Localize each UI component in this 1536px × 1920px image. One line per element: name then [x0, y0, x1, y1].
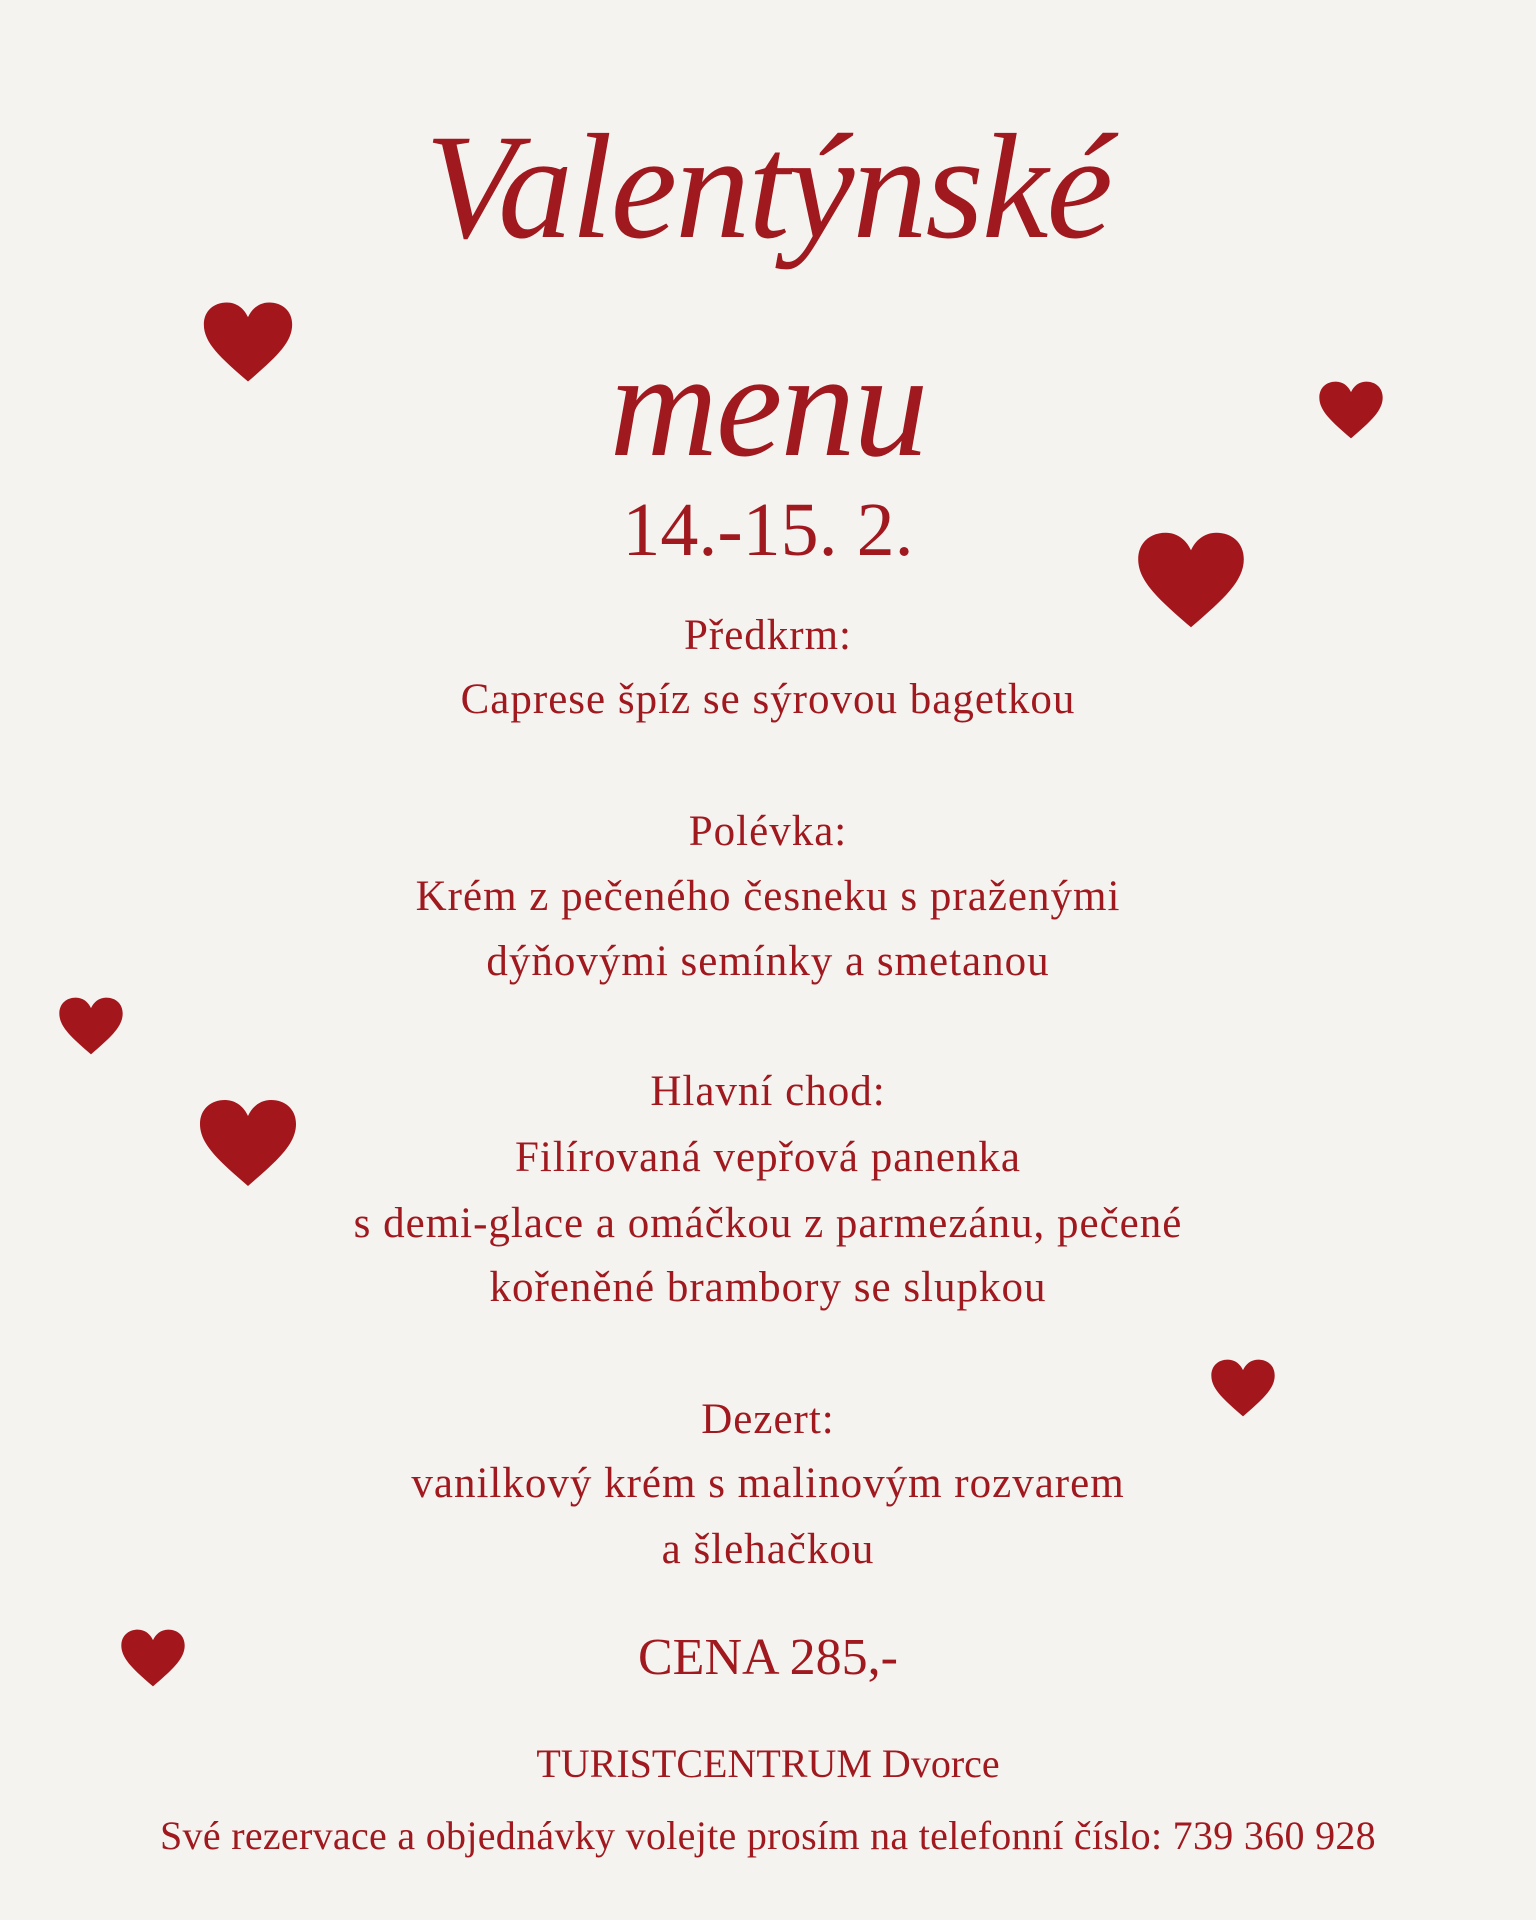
course-label-main: Hlavní chod: [650, 1068, 886, 1115]
course-line-main-3: kořeněné brambory se slupkou [489, 1264, 1047, 1311]
course-line-starter: Caprese špíz se sýrovou bagetkou [460, 676, 1076, 723]
course-line-soup-2: dýňovými semínky a smetanou [486, 938, 1050, 985]
venue-name: TURISTCENTRUM Dvorce [536, 1741, 1000, 1786]
heart-icon [58, 996, 124, 1056]
course-line-soup-1: Krém z pečeného česneku s praženými [415, 873, 1121, 920]
event-date: 14.-15. 2. [622, 488, 914, 572]
price: CENA 285,- [638, 1629, 898, 1686]
course-line-main-2: s demi-glace a omáčkou z parmezánu, pečené [353, 1200, 1183, 1247]
contact-info: Své rezervace a objednávky volejte prosím na telefonní číslo: 739 360 928 [160, 1813, 1376, 1858]
course-label-starter: Předkrm: [683, 612, 853, 659]
title-line-2: menu [609, 322, 927, 488]
course-label-dessert: Dezert: [701, 1396, 835, 1443]
course-line-dessert-2: a šlehačkou [661, 1526, 875, 1573]
course-line-main-1: Filírovaná vepřová panenka [515, 1134, 1021, 1181]
course-label-soup: Polévka: [688, 808, 848, 855]
title-line-1: Valentýnské [424, 104, 1112, 270]
course-line-dessert-1: vanilkový krém s malinovým rozvarem [411, 1460, 1125, 1507]
